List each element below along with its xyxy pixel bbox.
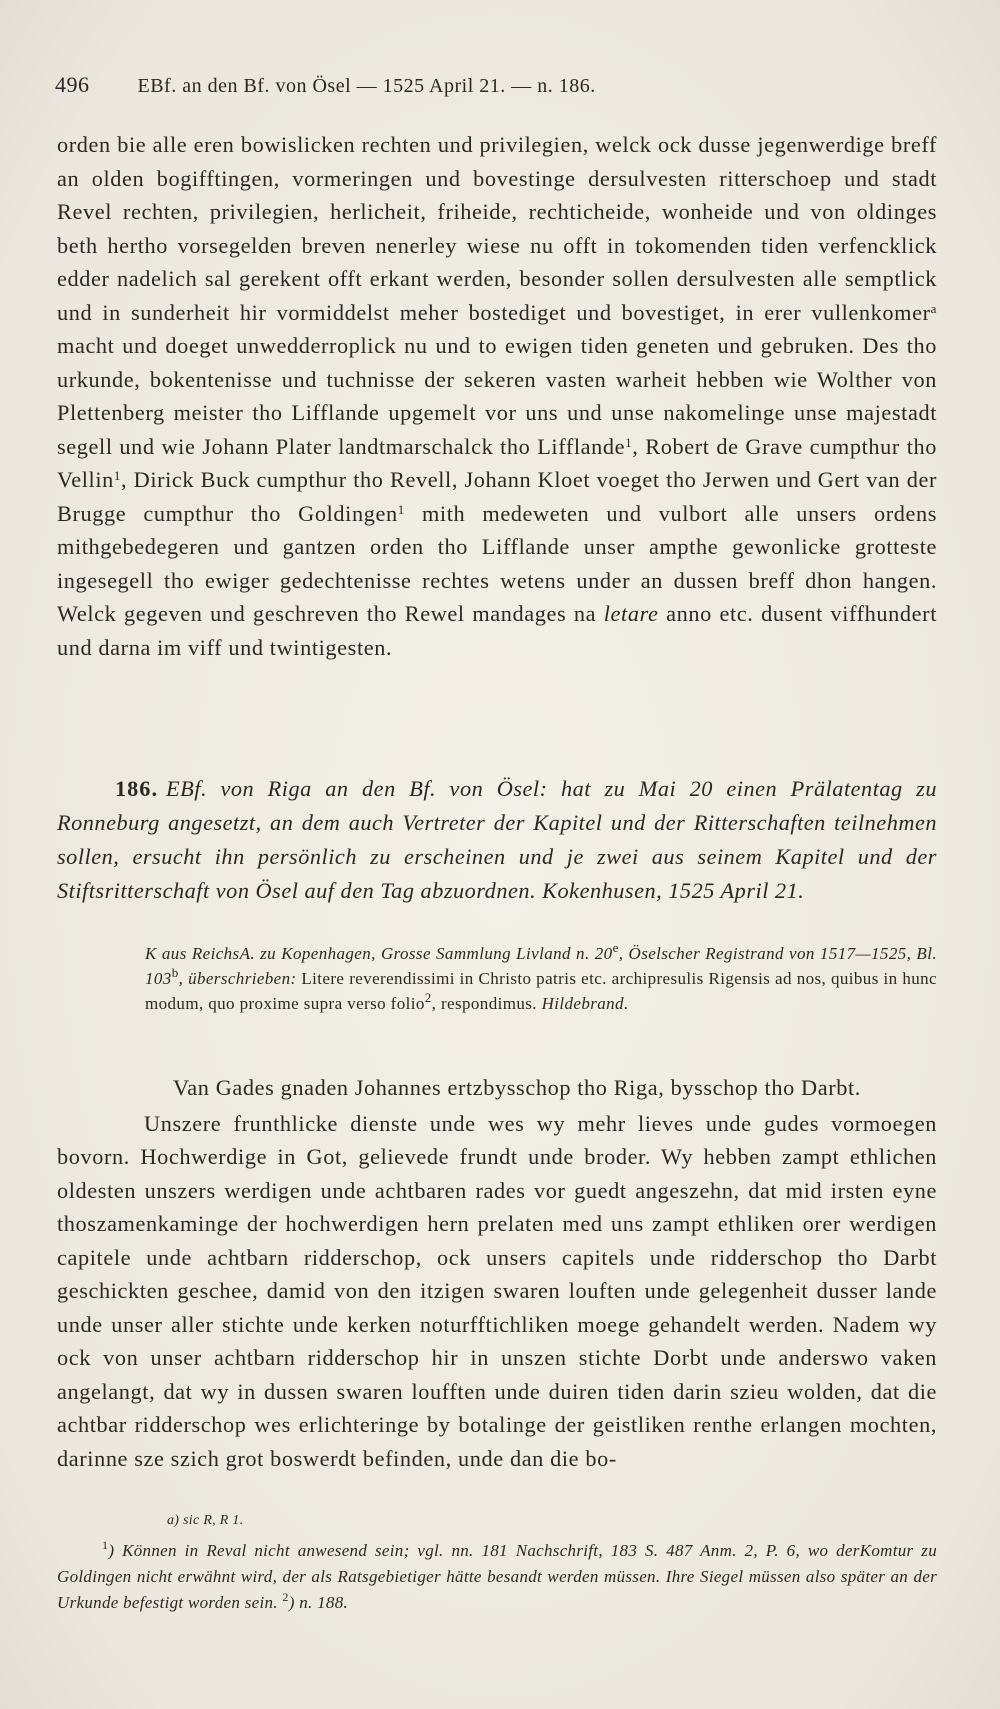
text-segment: macht und doeget unwedderroplick nu und to ewigen tiden geneten und gebruken. Des tho urkunde, bokentenisse und tuchnisse der sekeren vasten warheit hebben wie Wolther von Plettenberg meister tho Lifflande upgemelt vor uns und unse nakomelinge unse majestadt segell und wie Johann Plater landtmarschalck tho Lifflande [57,333,937,459]
source-text: Litere reverendissimi in Christo patris etc. archipresulis Rigensis ad nos, quibus in hunc modum, quo proxime supra verso folio [145,969,937,1013]
editor-name: Hildebrand. [541,994,629,1013]
source-text: K aus ReichsA. zu Kopenhagen, Grosse Sammlung Livland n. 20 [145,944,613,963]
source-sup: 2 [424,990,432,1005]
source-sup: b [171,965,179,980]
footnote-marker: 2 [282,1590,289,1604]
footnote-ref-a: a [930,300,937,316]
document-regest: EBf. von Riga an den Bf. von Ösel: hat zu Mai 20 einen Prälatentag zu Ronneburg angesetzt, an dem auch Vertreter der Kapitel und der Ritterschaften teilnehmen sollen, ersucht ihn persönlich zu erscheinen und je zwei aus seinem Kapitel und der Stiftsritterschaft von Ösel auf den Tag abzuordnen. Kokenhusen, 1525 April 21. [57,776,937,903]
continuation-text [57,128,937,664]
footnote-ref-1: 1 [113,468,121,483]
footnote-marker: 1 [102,1538,109,1552]
source-text: , überschrieben: [178,969,297,988]
footnote-1: ) Können in Reval nicht anwesend sein; vgl. nn. 181 Nachschrift, 183 S. 487 Anm. 2, P. 6, wo derKomtur zu Goldingen nicht erwähnt wird, der als Ratsgebietiger hätte besandt werden müssen. Ihre Siegel müssen also später an der Urkunde befestigt worden sein. [57,1541,937,1612]
source-text: , Öselscher Registrand von 1517—1525, Bl. 103 [145,944,937,988]
letter-text [57,1071,937,1475]
document-number: 186. [115,776,159,801]
footnote-2: ) n. 188. [288,1593,349,1612]
footnote-ref-1: 1 [397,501,405,517]
text-segment: , Dirick Buck cumpthur tho Revell, Johann Kloet voeget tho Jerwen und Gert van der Brugge cumpthur tho Goldingen [57,467,937,526]
running-title: EBf. an den Bf. von Ösel — 1525 April 21. — n. 186. [137,75,596,97]
letter-body: Unszere frunthlicke dienste unde wes wy mehr lieves unde gudes vormoegen bovorn. Hochwerdige in Got, gelievede frundt unde broder. Wy hebben zampt ethlichen oldesten unszers werdigen unde achtbaren rades vor guedt angeszehn, dat mid irsten eyne thoszamenkaminge der hochwerdigen hern prelaten med uns zampt ethliken orer werdigen capitele unde achtbarn ridderschop, ock unsers capitels unde ridderschop tho Darbt geschickten geschee, damid von den itzigen swaren louften unde gelegenheit dusser lande unde unser aller stichte unde kerken noturfftichliken moege gehandelt werden. Nadem wy ock von unser achtbarn ridderschop hir in unszen stichte Dorbt unde anderswo vaken angelangt, dat wy in dussen swaren loufften unde duiren tiden darin szieu wolden, dat die achtbar ridderschop wes erlichteringe by botalinge der geistliken renthe erlangen mochten, darinne sze szich grot boswerdt befinden, unde dan die bo- [57,1110,937,1471]
page-number: 496 [55,72,90,97]
footnote-main [57,1538,937,1616]
running-head [55,72,945,98]
text-segment: anno etc. dusent viffhundert und darna im viff und twintigesten. [57,601,937,660]
italic-word: letare [603,601,659,626]
document-186-heading [57,772,937,908]
source-sup: e [612,940,619,955]
text-segment: , Robert de Grave cumpthur tho Vellin [57,433,937,492]
footnote-ref-1: 1 [625,434,633,450]
text-segment: orden bie alle eren bowislicken rechten und privilegien, welck ock dusse jegenwerdige breff an olden bogifftingen, vormeringen und bovestinge dersulvesten ritterschoep und stadt Revel rechten, privilegien, herlicheit, friheide, rechticheide, wonheide und von oldinges beth hertho vorsegelden breven nenerley wiese nu offt in tokomenden tiden verfencklick edder nadelich sal gerekent offt erkant werden, besonder sollen dersulvesten alle semptlick und in sunderheit hir vormiddelst meher bostediget und bovestiget, in erer vullenkomer [57,132,937,325]
continuation-paragraph [57,128,937,664]
source-text: , respondimus. [431,994,537,1013]
text-segment: mith medeweten und vulbort alle unsers ordens mithgebedegeren und gantzen orden tho Lifflande unser ampthe gewonlicke grotteste ingesegell tho ewiger gedechtenisse rechtes wetens under an dussen breff dhon hangen. Welck gegeven und geschreven tho Rewel mandages na [57,500,937,626]
footnote-a: a) sic R, R 1. [167,1513,244,1528]
letter-salutation: Van Gades gnaden Johannes ertzbysschop tho Riga, bysschop tho Darbt. [173,1075,861,1100]
source-note [145,941,937,1016]
footnotes [57,1508,937,1616]
